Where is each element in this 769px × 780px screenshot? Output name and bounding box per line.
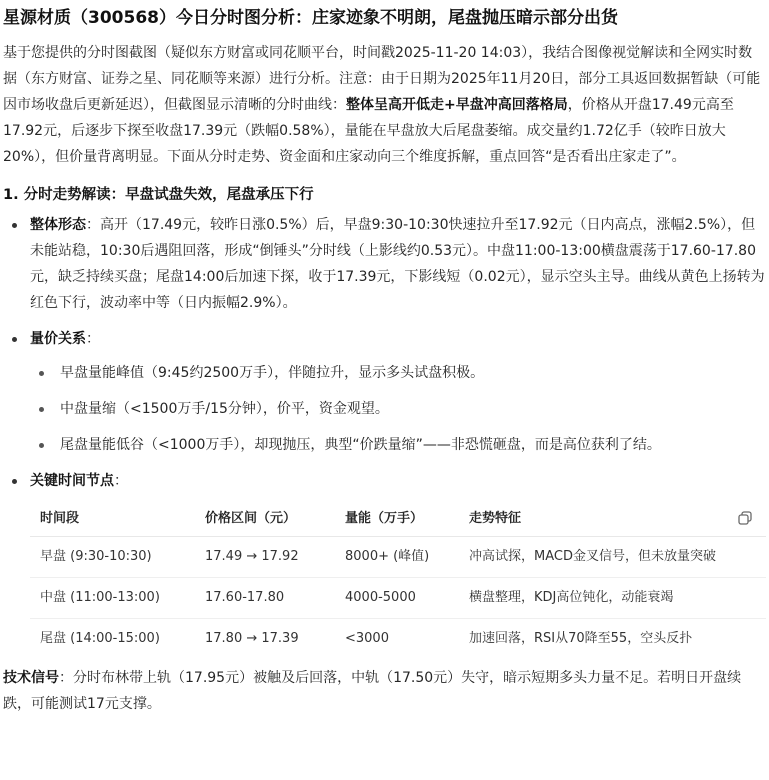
table-cell: 8000+ (峰值) (345, 537, 469, 578)
section1-list (3, 212, 765, 659)
list-item-timeline (3, 468, 765, 659)
signal-label: 技术信号 (3, 670, 59, 686)
table-header-row (30, 502, 766, 537)
page-title: 星源材质（300568）今日分时图分析：庄家迹象不明朗，尾盘抛压暗示部分出货 (3, 8, 618, 28)
signal-paragraph (3, 665, 765, 717)
intro-text-2: ，价格从开盘17.49元高至17.92元，后逐步下探至收盘17.39元（跌幅0.58%），量能在早盘放大后尾盘萎缩。成交量约1.72亿手（较昨日放大20%），但价量背离明显。下面从分时走势、资金面和庄家动向三个维度拆解，重点回答“是否看出庄家走了”。 (3, 97, 734, 165)
intro-text-1: 基于您提供的分时图截图（疑似东方财富或同花顺平台，时间戳2025-11-20 14:03），我结合图像视觉解读和全网实时数据（东方财富、证券之星、同花顺等来源）进行分析。注意：由于日期为2025年11月20日，部分工具返回数据暂缺（可能因市场收盘后更新延迟），但截图显示清晰的分时曲线： (3, 45, 761, 113)
table-cell: 4000-5000 (345, 578, 469, 619)
table-cell: 17.80 → 17.39 (205, 631, 299, 646)
shape-label: 整体形态 (30, 217, 86, 233)
section1-heading: 1. 分时走势解读：早盘试盘失效，尾盘承压下行 (3, 187, 314, 203)
volume-label: 量价关系 (30, 331, 86, 347)
list-item-shape (3, 212, 765, 316)
volume-sublist (30, 360, 765, 458)
column-header: 价格区间（元） (205, 502, 345, 537)
list-item: 早盘量能峰值（9:45约2500万手），伴随拉升，显示多头试盘积极。 (30, 360, 765, 386)
shape-text: ：高开（17.49元，较昨日涨0.5%）后，早盘9:30-10:30快速拉升至17.92元（日内高点，涨幅2.5%），但未能站稳，10:30后遇阻回落，形成“倒锤头”分时线（上影线约0.53元）。中盘11:00-13:00横盘震荡于17.60-17.80元，缺乏持续买盘；尾盘14:00后加速下探，收于17.39元，下影线短（0.02元），显示空头主导。曲线从黄色上扬转为红色下行，波动率中等（日内振幅2.9%）。 (30, 217, 765, 311)
timeline-colon: ： (114, 473, 128, 489)
list-item: 尾盘量能低谷（<1000万手），却现抛压，典型“价跌量缩”——非恐慌砸盘，而是高位获利了结。 (30, 432, 765, 458)
table-cell: 17.49 → 17.92 (205, 537, 345, 578)
volume-colon: ： (86, 331, 100, 347)
table-cell: 加速回落，RSI从70降至55，空头反扑 (469, 631, 693, 646)
table-row (30, 619, 766, 660)
list-item-volume (3, 326, 765, 458)
table-row (30, 578, 766, 619)
timeline-table-wrap (30, 502, 766, 659)
intro-bold: 整体呈高开低走+早盘冲高回落格局 (346, 97, 568, 113)
table-cell: 尾盘 (14:00-15:00) (40, 631, 160, 646)
table-cell: 冲高试探，MACD金叉信号，但未放量突破 (469, 537, 766, 578)
column-header: 量能（万手） (345, 502, 469, 537)
signal-text: ：分时布林带上轨（17.95元）被触及后回落，中轨（17.50元）失守，暗示短期多头力量不足。若明日开盘续跌，可能测试17元支撑。 (3, 670, 742, 712)
timeline-label: 关键时间节点 (30, 473, 114, 489)
copy-icon[interactable] (738, 511, 752, 525)
intro-paragraph (3, 40, 765, 170)
table-cell: 中盘 (11:00-13:00) (30, 578, 205, 619)
table-row (30, 537, 766, 578)
table-cell: 早盘 (9:30-10:30) (30, 537, 205, 578)
table-cell: <3000 (345, 631, 389, 646)
column-header: 走势特征 (469, 502, 766, 537)
table-cell: 横盘整理，KDJ高位钝化，动能衰竭 (469, 578, 766, 619)
list-item: 中盘量缩（<1500万手/15分钟），价平，资金观望。 (30, 396, 765, 422)
column-header: 时间段 (30, 502, 205, 537)
table-cell: 17.60-17.80 (205, 578, 345, 619)
timeline-table (30, 502, 766, 659)
